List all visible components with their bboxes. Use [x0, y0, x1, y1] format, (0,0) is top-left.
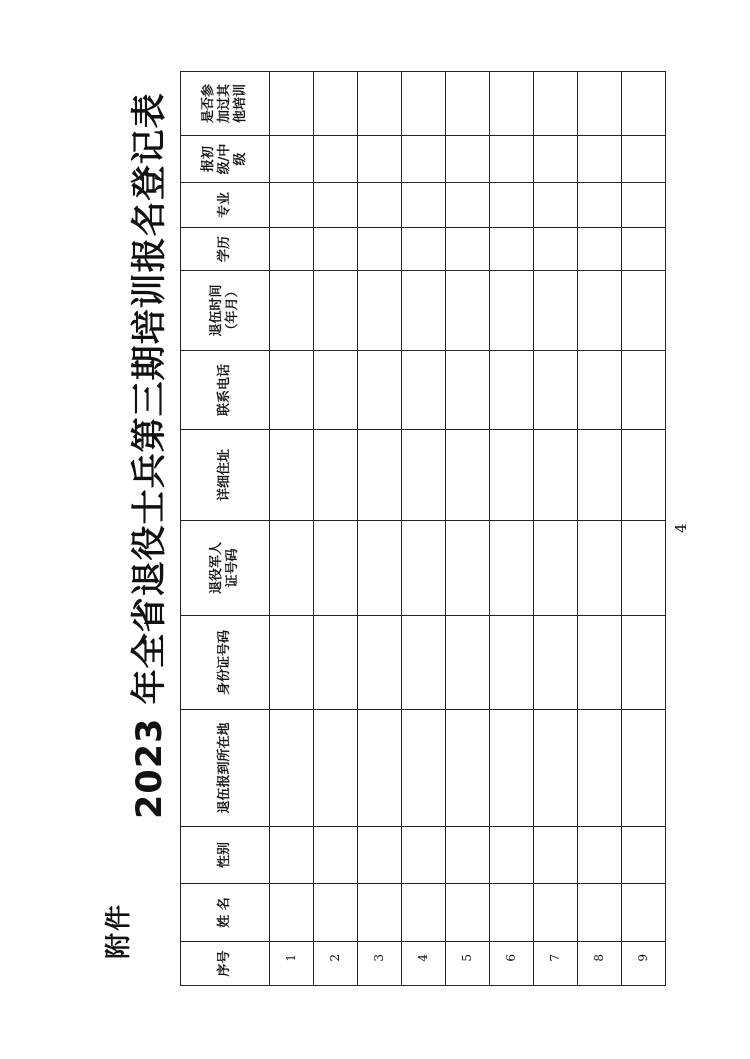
table-row [314, 72, 358, 986]
header-cell: 是否参加过其他培训 [181, 72, 270, 136]
header-cell: 联系电话 [181, 351, 270, 430]
empty-cell [358, 827, 402, 884]
empty-cell [534, 72, 578, 136]
empty-cell [534, 616, 578, 710]
header-cell: 姓 名 [181, 884, 270, 942]
empty-cell [490, 521, 534, 616]
empty-cell [490, 710, 534, 827]
empty-cell [402, 616, 446, 710]
empty-cell [402, 136, 446, 183]
empty-cell [622, 884, 666, 942]
header-cell: 退伍报到所在地 [181, 710, 270, 827]
empty-cell [358, 710, 402, 827]
header-cell: 专业 [181, 183, 270, 228]
empty-cell [358, 72, 402, 136]
empty-cell [402, 72, 446, 136]
empty-cell [402, 228, 446, 271]
empty-cell [578, 271, 622, 351]
empty-cell [578, 521, 622, 616]
empty-cell [578, 183, 622, 228]
empty-cell [314, 521, 358, 616]
empty-cell [446, 351, 490, 430]
empty-cell [534, 271, 578, 351]
empty-cell [446, 827, 490, 884]
empty-cell [490, 136, 534, 183]
empty-cell [578, 430, 622, 521]
empty-cell [314, 884, 358, 942]
row-number-cell: 2 [314, 942, 358, 986]
empty-cell [314, 430, 358, 521]
header-cell: 详细住址 [181, 430, 270, 521]
empty-cell [622, 183, 666, 228]
empty-cell [446, 710, 490, 827]
empty-cell [622, 351, 666, 430]
empty-cell [358, 616, 402, 710]
header-row [181, 72, 270, 986]
empty-cell [402, 183, 446, 228]
table-row [446, 72, 490, 986]
empty-cell [490, 183, 534, 228]
empty-cell [402, 351, 446, 430]
empty-cell [446, 136, 490, 183]
empty-cell [358, 183, 402, 228]
row-number-cell: 5 [446, 942, 490, 986]
table-row [622, 72, 666, 986]
empty-cell [534, 183, 578, 228]
empty-cell [270, 884, 314, 942]
empty-cell [358, 351, 402, 430]
empty-cell [314, 228, 358, 271]
header-cell: 性别 [181, 827, 270, 884]
empty-cell [314, 136, 358, 183]
empty-cell [270, 430, 314, 521]
empty-cell [490, 228, 534, 271]
empty-cell [490, 827, 534, 884]
empty-cell [314, 710, 358, 827]
empty-cell [270, 521, 314, 616]
header-cell: 退役军人证号码 [181, 521, 270, 616]
empty-cell [622, 72, 666, 136]
empty-cell [490, 430, 534, 521]
empty-cell [446, 271, 490, 351]
empty-cell [534, 710, 578, 827]
empty-cell [490, 884, 534, 942]
empty-cell [270, 827, 314, 884]
table-row [534, 72, 578, 986]
empty-cell [622, 271, 666, 351]
table-row [402, 72, 446, 986]
header-cell: 身份证号码 [181, 616, 270, 710]
header-cell: 序号 [181, 942, 270, 986]
empty-cell [358, 136, 402, 183]
empty-cell [270, 710, 314, 827]
empty-cell [578, 827, 622, 884]
empty-cell [446, 183, 490, 228]
empty-cell [490, 271, 534, 351]
empty-cell [534, 228, 578, 271]
empty-cell [622, 228, 666, 271]
empty-cell [490, 72, 534, 136]
empty-cell [358, 884, 402, 942]
empty-cell [534, 521, 578, 616]
row-number-cell: 1 [270, 942, 314, 986]
row-number-cell: 9 [622, 942, 666, 986]
page-number: 4 [672, 523, 690, 533]
empty-cell [270, 72, 314, 136]
table-body [270, 72, 666, 986]
empty-cell [402, 710, 446, 827]
row-number-cell: 8 [578, 942, 622, 986]
empty-cell [446, 72, 490, 136]
empty-cell [402, 884, 446, 942]
empty-cell [358, 521, 402, 616]
empty-cell [314, 351, 358, 430]
empty-cell [446, 430, 490, 521]
header-cell: 学历 [181, 228, 270, 271]
empty-cell [578, 616, 622, 710]
empty-cell [402, 430, 446, 521]
empty-cell [314, 72, 358, 136]
document-title: 2023 年全省退役士兵第三期培训报名登记表 [130, 92, 170, 819]
table-row [358, 72, 402, 986]
empty-cell [578, 710, 622, 827]
empty-cell [578, 884, 622, 942]
attachment-label: 附件 [104, 902, 134, 959]
empty-cell [270, 616, 314, 710]
empty-cell [402, 271, 446, 351]
empty-cell [270, 351, 314, 430]
header-cell: 报初级/中级 [181, 136, 270, 183]
empty-cell [534, 827, 578, 884]
empty-cell [358, 430, 402, 521]
empty-cell [270, 136, 314, 183]
table-row [490, 72, 534, 986]
empty-cell [314, 827, 358, 884]
empty-cell [534, 351, 578, 430]
empty-cell [358, 228, 402, 271]
empty-cell [446, 521, 490, 616]
table-row [270, 72, 314, 986]
empty-cell [578, 228, 622, 271]
empty-cell [622, 521, 666, 616]
empty-cell [446, 228, 490, 271]
empty-cell [622, 136, 666, 183]
empty-cell [578, 72, 622, 136]
empty-cell [270, 183, 314, 228]
empty-cell [578, 136, 622, 183]
empty-cell [490, 616, 534, 710]
empty-cell [622, 616, 666, 710]
registration-table [180, 71, 666, 986]
empty-cell [402, 521, 446, 616]
empty-cell [534, 136, 578, 183]
empty-cell [534, 430, 578, 521]
table-row [578, 72, 622, 986]
empty-cell [314, 271, 358, 351]
empty-cell [358, 271, 402, 351]
empty-cell [402, 827, 446, 884]
row-number-cell: 7 [534, 942, 578, 986]
empty-cell [534, 884, 578, 942]
empty-cell [314, 183, 358, 228]
row-number-cell: 4 [402, 942, 446, 986]
empty-cell [578, 351, 622, 430]
row-number-cell: 6 [490, 942, 534, 986]
empty-cell [622, 710, 666, 827]
empty-cell [270, 271, 314, 351]
empty-cell [446, 616, 490, 710]
empty-cell [622, 430, 666, 521]
row-number-cell: 3 [358, 942, 402, 986]
empty-cell [270, 228, 314, 271]
header-cell: 退伍时间（年月） [181, 271, 270, 351]
empty-cell [314, 616, 358, 710]
empty-cell [446, 884, 490, 942]
empty-cell [622, 827, 666, 884]
empty-cell [490, 351, 534, 430]
